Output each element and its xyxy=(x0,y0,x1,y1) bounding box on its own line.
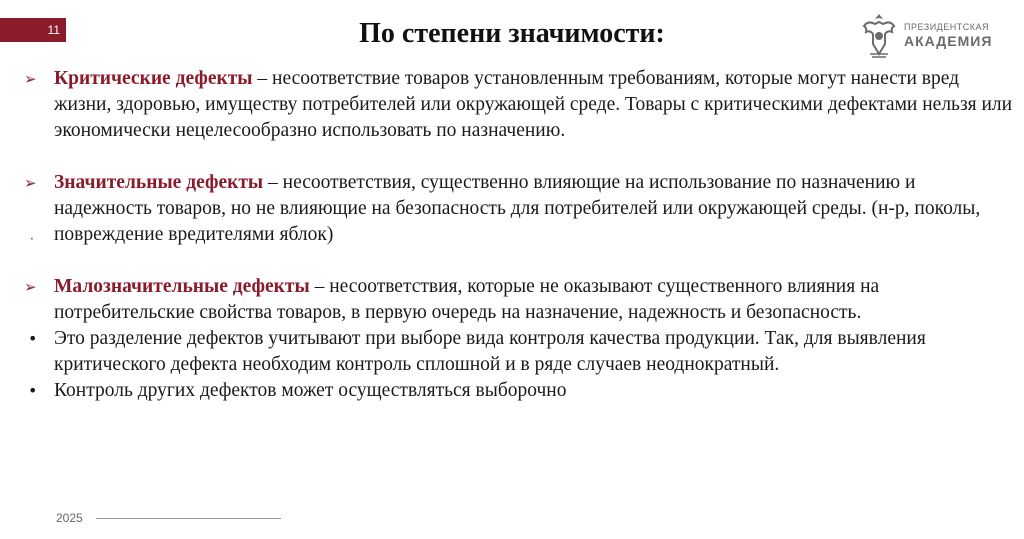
academy-emblem-icon xyxy=(858,10,900,62)
slide-content xyxy=(24,66,1014,404)
defect-item-minor xyxy=(24,274,1014,326)
defect-item-critical xyxy=(24,66,1014,144)
defect-description: – несоответствия, которые не оказывают существенного влияния на потребительские свойства товаров, в первую очередь на назначение, надежность и безопасность. xyxy=(54,276,880,323)
academy-logo xyxy=(858,8,1008,64)
logo-text-line1: ПРЕЗИДЕНТСКАЯ xyxy=(904,22,990,32)
stray-dot: · xyxy=(30,232,34,246)
defect-term: Критические дефекты xyxy=(54,68,253,89)
bullet-item xyxy=(24,326,1014,378)
bullet-item xyxy=(24,378,1014,404)
bullet-icon: • xyxy=(28,329,38,348)
page-title: По степени значимости: xyxy=(359,18,665,49)
footer-divider xyxy=(96,518,281,519)
bullet-text: Контроль других дефектов может осуществляться выборочно xyxy=(54,380,567,401)
bullet-icon: • xyxy=(28,381,38,400)
defect-item-significant xyxy=(24,170,1014,248)
bullet-text: Это разделение дефектов учитывают при выборе вида контроля качества продукции. Так, для выявления критического дефекта необходим контроль сплошной и в ряде случаев неоднократный. xyxy=(54,328,926,375)
defect-description: – несоответствия, существенно влияющие на использование по назначению и надежность товаров, но не влияющие на безопасность для потребителей или окружающей среды. (н-р, поколы, повреждение вредителями яблок) xyxy=(54,172,981,245)
footer-year: 2025 xyxy=(56,511,83,525)
arrow-right-icon: ➢ xyxy=(24,70,37,88)
defect-term: Значительные дефекты xyxy=(54,172,264,193)
defect-description: – несоответствие товаров установленным требованиям, которые могут нанести вред жизни, здоровью, имуществу потребителей или окружающей среде. Товары с критическими дефектами нельзя или экономически нецелесообразно использовать по назначению. xyxy=(54,68,1013,141)
arrow-right-icon: ➢ xyxy=(24,174,37,192)
slide-number-badge: 11 xyxy=(0,18,66,42)
arrow-right-icon: ➢ xyxy=(24,278,37,296)
logo-text-line2: АКАДЕМИЯ xyxy=(904,33,993,49)
defect-term: Малозначительные дефекты xyxy=(54,276,310,297)
